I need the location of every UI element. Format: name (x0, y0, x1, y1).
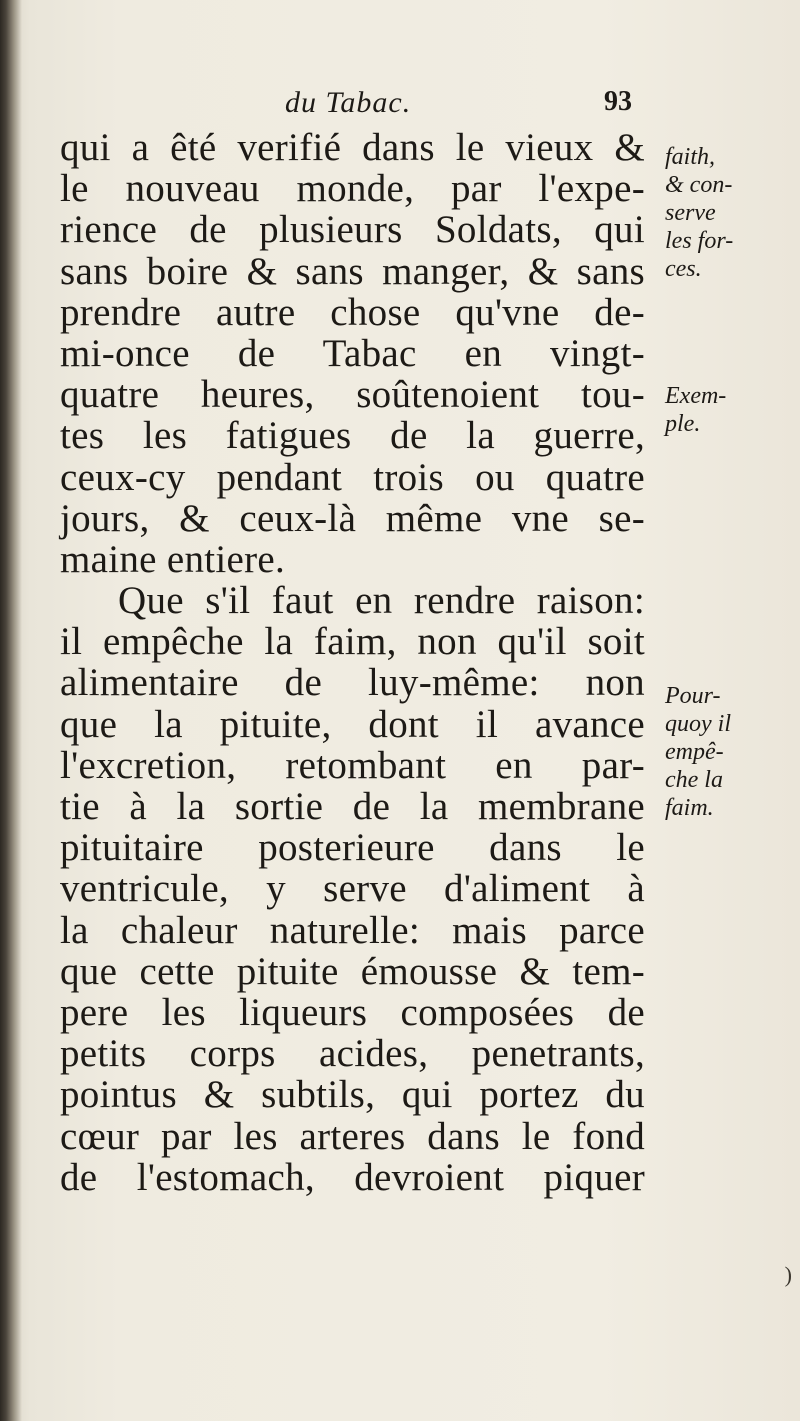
text-line: Que s'il faut en rendre raison: (118, 579, 645, 623)
stray-mark: ) (784, 1262, 792, 1287)
running-head: du Tabac. (285, 86, 412, 119)
text-line: petits corps acides, penetrants, (60, 1032, 645, 1076)
margin-note (665, 682, 731, 822)
page-header (0, 86, 800, 126)
text-line: ventricule, y serve d'aliment à (60, 867, 645, 911)
margin-note-line: & con- (665, 172, 733, 198)
text-line: qui a êté verifié dans le vieux & (60, 126, 645, 169)
text-line: que la pituite, dont il avance (60, 702, 645, 746)
margin-note (665, 382, 726, 438)
text-line: alimentaire de luy-même: non (60, 661, 645, 705)
text-line: pointus & subtils, qui portez du (60, 1073, 645, 1117)
margin-note-line: serve (665, 200, 716, 226)
margin-note-line: quoy il (665, 711, 731, 737)
text-line: sans boire & sans manger, & sans (60, 249, 645, 293)
margin-note-line: faith, (665, 144, 716, 170)
margin-note-line: che la (665, 767, 723, 793)
text-line: cœur par les arteres dans le fond (60, 1114, 645, 1158)
binding-edge (0, 0, 22, 1421)
text-line: prendre autre chose qu'vne de- (60, 290, 645, 334)
text-line: pere les liqueurs composées de (60, 990, 645, 1034)
text-line: que cette pituite émousse & tem- (60, 949, 645, 993)
text-line: mi-once de Tabac en vingt- (60, 331, 645, 375)
text-line: le nouveau monde, par l'expe- (60, 167, 645, 211)
text-line: tes les fatigues de la guerre, (60, 414, 645, 458)
margin-note (665, 143, 733, 283)
margin-note-line: Exem- (665, 383, 727, 409)
text-line: ceux-cy pendant trois ou quatre (60, 455, 645, 499)
margin-note-line: faim. (665, 795, 714, 821)
margin-note-line: ces. (665, 256, 702, 282)
text-line: il empêche la faim, non qu'il soit (60, 620, 645, 664)
margin-note-line: ple. (665, 411, 701, 437)
text-line: quatre heures, soûtenoient tou- (60, 373, 645, 417)
text-line: pituitaire posterieure dans le (60, 826, 645, 870)
text-line: rience de plusieurs Soldats, qui (60, 208, 645, 252)
text-line: de l'estomach, devroient piquer (60, 1155, 645, 1199)
text-line: l'excretion, retombant en par- (60, 743, 645, 787)
text-line: maine entiere. (60, 537, 286, 581)
text-line: jours, & ceux-là même vne se- (60, 496, 645, 540)
body-text (60, 127, 660, 1198)
page-number: 93 (604, 86, 632, 117)
text-line: la chaleur naturelle: mais parce (60, 908, 645, 952)
margin-note-line: les for- (665, 228, 734, 254)
margin-note-line: empê- (665, 739, 724, 765)
text-line: tie à la sortie de la membrane (60, 785, 645, 828)
margin-note-line: Pour- (665, 683, 721, 709)
